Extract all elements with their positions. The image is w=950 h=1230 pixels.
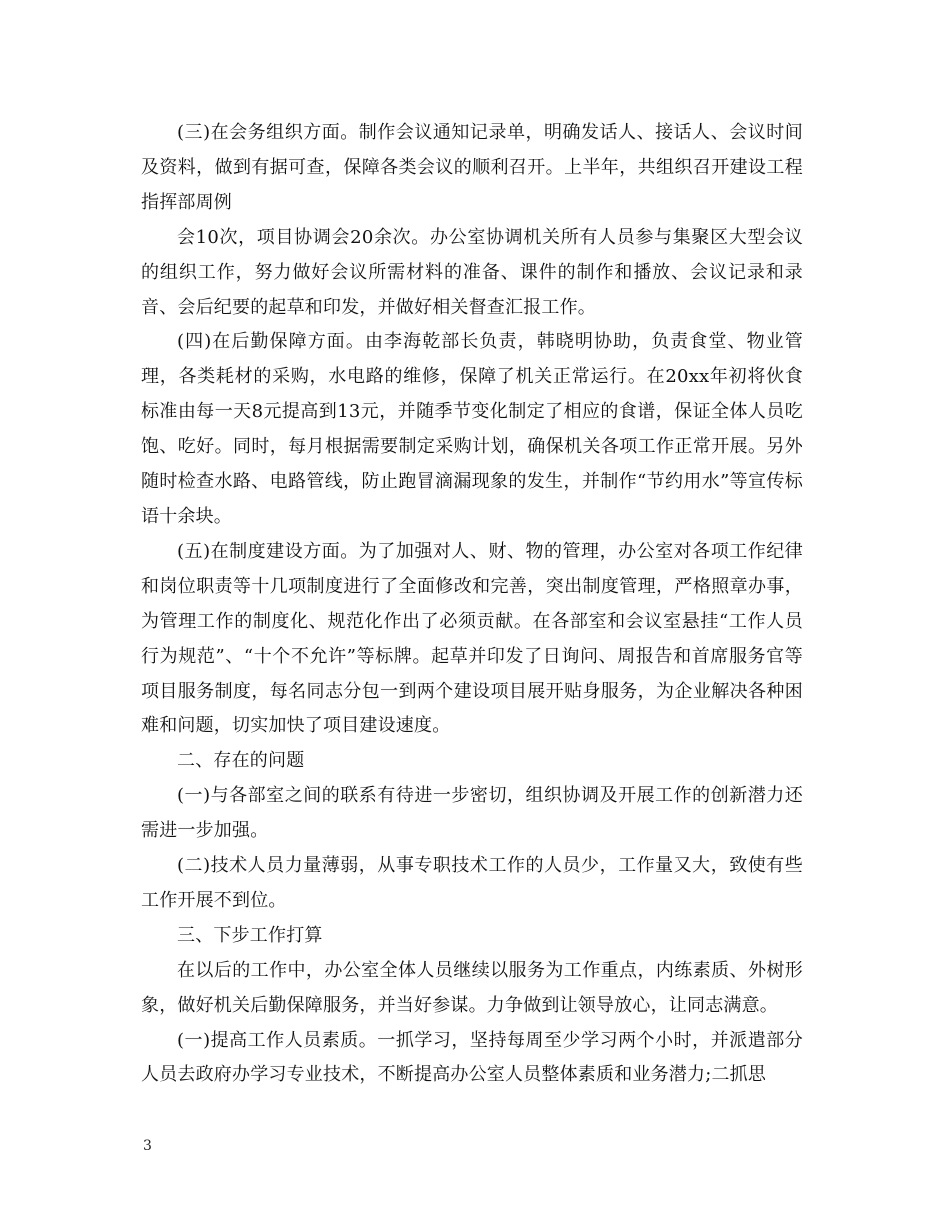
paragraph-system-building: (五)在制度建设方面。为了加强对人、财、物的管理，办公室对各项工作纪律和岗位职责等十几项制度进行了全面修改和完善，突出制度管理，严格照章办事，为管理工作的制度化、规范化作出了必须贡献。在各部室和会议室悬挂“工作人员行为规范”、“十个不允许”等标牌。起草并印发了日询问、周报告和首席服务官等项目服务制度，每名同志分包一到两个建设项目展开贴身服务，为企业解决各种困难和问题，切实加快了项目建设速度。 bbox=[141, 540, 803, 737]
paragraph-improve-staff-quality: (一)提高工作人员素质。一抓学习，坚持每周至少学习两个小时，并派遣部分人员去政府办学习专业技术，不断提高办公室人员整体素质和业务潜力;二抓思 bbox=[141, 1029, 803, 1086]
paragraph-logistics: (四)在后勤保障方面。由李海乾部长负责，韩晓明协助，负责食堂、物业管理，各类耗材的采购，水电路的维修，保障了机关正常运行。在20xx年初将伙食标准由每一天8元提高到13元，并随季节变化制定了相应的食谱，保证全体人员吃饱、吃好。同时，每月根据需要制定采购计划，确保机关各项工作正常开展。另外随时检查水路、电路管线，防止跑冒滴漏现象的发生，并制作“节约用水”等宣传标语十余块。 bbox=[141, 331, 803, 527]
section-heading-problems: 二、存在的问题 bbox=[177, 750, 305, 772]
page-number: 3 bbox=[143, 1138, 152, 1154]
document-body bbox=[141, 116, 803, 1093]
paragraph-meeting-counts: 会10次，项目协调会20余次。办公室协调机关所有人员参与集聚区大型会议的组织工作，努力做好会议所需材料的准备、课件的制作和播放、会议记录和录音、会后纪要的起草和印发，并做好相关督查汇报工作。 bbox=[141, 226, 803, 318]
paragraph-problem-two: (二)技术人员力量薄弱，从事专职技术工作的人员少，工作量又大，致使有些工作开展不到位。 bbox=[141, 855, 803, 911]
section-heading-next-steps: 三、下步工作打算 bbox=[177, 924, 323, 946]
paragraph-problem-one: (一)与各部室之间的联系有待进一步密切，组织协调及开展工作的创新潜力还需进一步加强。 bbox=[141, 785, 803, 842]
paragraph-meeting-organization: (三)在会务组织方面。制作会议通知记录单，明确发话人、接话人、会议时间及资料，做到有据可查，保障各类会议的顺利召开。上半年，共组织召开建设工程指挥部周例 bbox=[141, 122, 803, 213]
paragraph-future-work: 在以后的工作中，办公室全体人员继续以服务为工作重点，内练素质、外树形象，做好机关后勤保障服务，并当好参谋。力争做到让领导放心，让同志满意。 bbox=[141, 959, 803, 1016]
